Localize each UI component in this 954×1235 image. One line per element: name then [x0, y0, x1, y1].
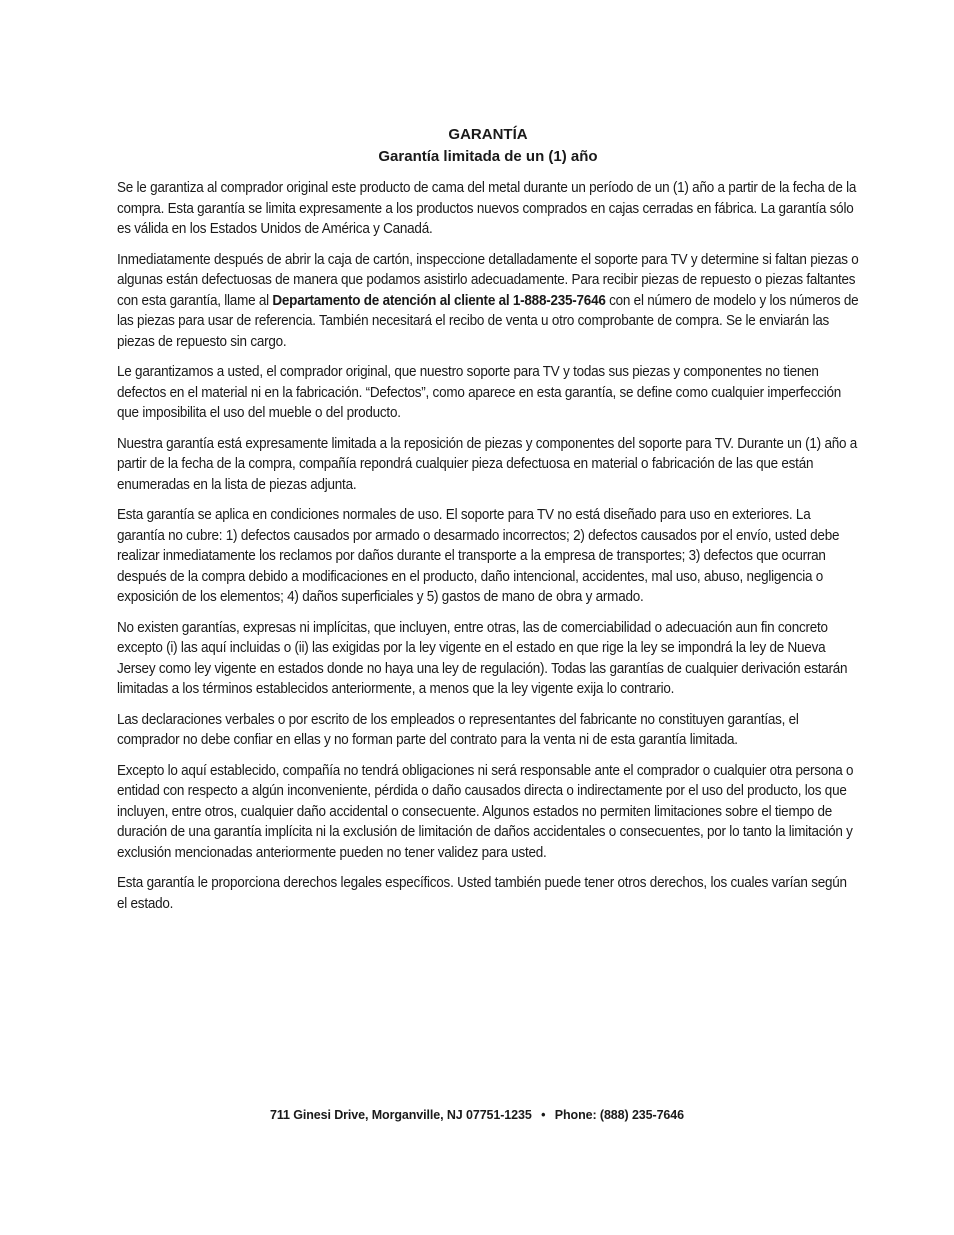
paragraph-coverage: Se le garantiza al comprador original este producto de cama del metal durante un período de un (1) año a partir de la fecha de la compra. Esta garantía se limita expresamente a los productos nuevos comprados en cajas cerradas en fábrica. La garantía sólo es válida en los Estados Unidos de América y Canadá.	[117, 180, 857, 237]
paragraph-verbal-statements: Las declaraciones verbales o por escrito de los empleados o representantes del fabricante no constituyen garantías, el comprador no debe confiar en ellas y no forman parte del contrato para la venta ni de esta garantía limitada.	[117, 711, 799, 748]
footer-contact	[0, 1106, 954, 1124]
footer-address: 711 Ginesi Drive, Morganville, NJ 07751-1235	[270, 1108, 532, 1122]
paragraph-legal-rights: Esta garantía le proporciona derechos legales específicos. Usted también puede tener otros derechos, los cuales varían según el estado.	[117, 875, 847, 912]
page-subtitle: Garantía limitada de un (1) año	[378, 148, 598, 165]
customer-service-phone: Departamento de atención al cliente al 1-888-235-7646	[272, 292, 606, 309]
paragraph-inspection	[117, 250, 859, 353]
paragraph-exclusions: Esta garantía se aplica en condiciones normales de uso. El soporte para TV no está diseñado para uso en exteriores. La garantía no cubre: 1) defectos causados por armado o desarmado incorrectos; 2) defectos causados por el envío, usted debe realizar inmediatamente los reclamos por daños durante el transporte a la empresa de transportes; 3) defectos que ocurran después de la compra debido a modificaciones en el producto, daño intencional, accidentes, mal uso, abuso, negligencia o exposición de los elementos; 4) daños superficiales y 5) gastos de mano de obra y armado.	[117, 507, 840, 605]
page-title: GARANTÍA	[448, 126, 528, 143]
paragraph-inspection-text-a: Inmediatamente después de abrir la caja de cartón, inspeccione detalladamente el soporte para TV y determine si faltan piezas o algunas están defectuosas de manera que podamos asistirlo adecuadamente. Para recibir piezas de repuesto o piezas faltantes con esta garantía, llame al	[117, 251, 859, 309]
paragraph-inspection-text-b: con el número de modelo y los números de las piezas para usar de referencia. También necesitará el recibo de venta u otro comprobante de compra. Se le enviarán las piezas de repuesto sin cargo.	[117, 292, 859, 350]
warranty-document	[117, 124, 859, 924]
paragraph-liability: Excepto lo aquí establecido, compañía no tendrá obligaciones ni será responsable ante el comprador o cualquier otra persona o entidad con respecto a algún inconveniente, pérdida o daño causados directa o indirectamente por el uso del producto, los que incluyen, entre otros, cualquier daño accidental o consecuente. Algunos estados no permiten limitaciones sobre el tiempo de duración de una garantía implícita ni la exclusión de limitación de daños accidentales o consecuentes, por lo tanto la limitación y exclusión mencionadas anteriormente pueden no tener validez para usted.	[117, 762, 854, 861]
footer-separator: •	[541, 1108, 546, 1122]
paragraph-replacement: Nuestra garantía está expresamente limitada a la reposición de piezas y componentes del soporte para TV. Durante un (1) año a partir de la fecha de la compra, compañía repondrá cualquier pieza defectuosa en material o fabricación de las que están enumeradas en la lista de piezas adjunta.	[117, 435, 858, 493]
paragraph-defects: Le garantizamos a usted, el comprador original, que nuestro soporte para TV y todas sus piezas y componentes no tienen defectos en el material ni en la fabricación. “Defectos”, como aparece en esta garantía, se define como cualquier imperfección que imposibilita el uso del mueble o del producto.	[117, 364, 842, 421]
footer-phone: Phone: (888) 235-7646	[554, 1108, 684, 1122]
paragraph-implied-warranties: No existen garantías, expresas ni implícitas, que incluyen, entre otras, las de comerciabilidad o adecuación aun fin concreto excepto (i) las aquí incluidas o (ii) las exigidas por la ley vigente en el estado en que rige la ley se impondrá la ley de Nueva Jersey como ley vigente en estados donde no haya una ley de regulación). Todas las garantías de cualquier derivación estarán limitadas a los términos establecidos anteriormente, a menos que la ley vigente exija lo contrario.	[117, 619, 848, 697]
